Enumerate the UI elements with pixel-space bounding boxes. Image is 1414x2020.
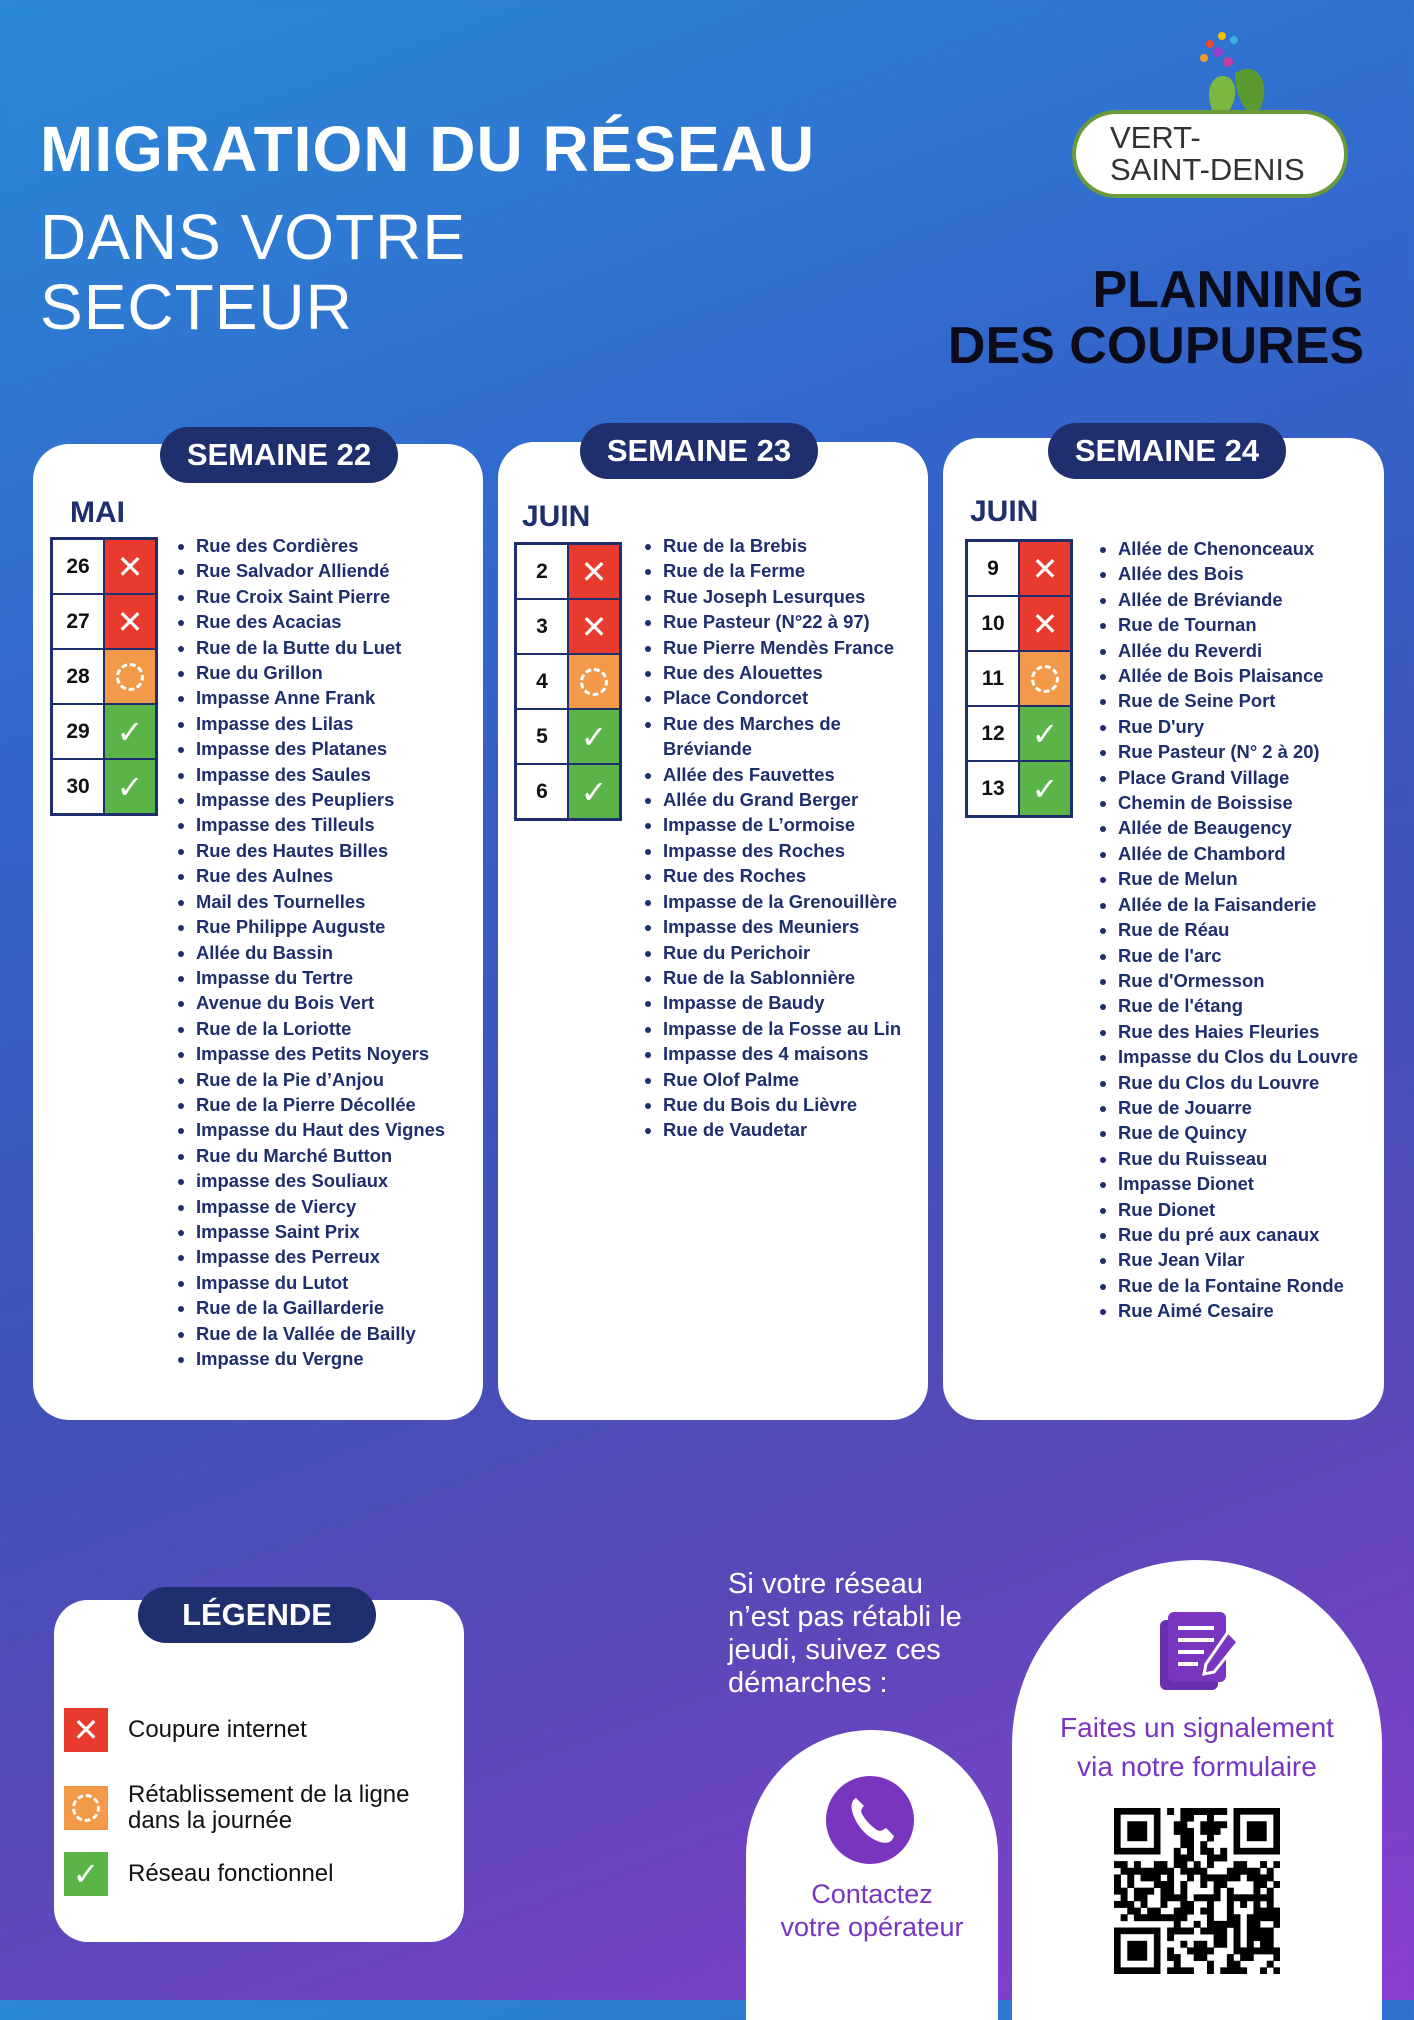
day-row <box>53 760 155 813</box>
street-item: • Rue de Seine Port <box>1118 688 1358 713</box>
legend-card <box>54 1600 464 1942</box>
day-row <box>968 762 1070 815</box>
street-item: • Rue de l'étang <box>1118 993 1358 1018</box>
help-intro-line-2: n’est pas rétabli le <box>728 1601 962 1633</box>
street-item: • impasse des Souliaux <box>196 1168 445 1193</box>
month-label: JUIN <box>970 495 1039 528</box>
street-item: • Rue des Cordières <box>196 533 445 558</box>
subtitle-line-1: DANS VOTRE <box>40 201 467 273</box>
street-item: • Impasse Saint Prix <box>196 1219 445 1244</box>
street-item: • Impasse du Clos du Louvre <box>1118 1044 1358 1069</box>
week-label: SEMAINE 24 <box>1048 423 1286 479</box>
day-table <box>50 537 158 816</box>
day-table <box>965 539 1073 818</box>
gear-icon <box>105 650 155 703</box>
check-icon: ✓ <box>569 710 619 763</box>
check-icon: ✓ <box>64 1852 108 1896</box>
cross-icon: ✕ <box>569 600 619 653</box>
street-item: • Rue de la Brebis <box>663 533 901 558</box>
street-item: • Impasse de la Fosse au Lin <box>663 1016 901 1041</box>
street-item: • Allée des Bois <box>1118 561 1358 586</box>
day-number: 11 <box>968 652 1020 705</box>
form-icon[interactable] <box>1154 1606 1244 1696</box>
street-item: • Avenue du Bois Vert <box>196 990 445 1015</box>
cross-icon: ✕ <box>105 595 155 648</box>
day-number: 12 <box>968 707 1020 760</box>
day-number: 13 <box>968 762 1020 815</box>
legend-restore-line-2: dans la journée <box>128 1807 293 1834</box>
street-item: • Impasse des 4 maisons <box>663 1041 901 1066</box>
day-number: 27 <box>53 595 105 648</box>
planning-line-1: PLANNING <box>1092 261 1364 319</box>
street-item: • Impasse du Vergne <box>196 1346 445 1371</box>
street-item: • Rue D'ury <box>1118 714 1358 739</box>
street-item: • Rue Pierre Mendès France <box>663 635 901 660</box>
day-row <box>517 710 619 765</box>
day-number: 5 <box>517 710 569 763</box>
day-number: 28 <box>53 650 105 703</box>
street-item: • Rue Salvador Alliendé <box>196 558 445 583</box>
street-item: • Rue du Bois du Lièvre <box>663 1092 901 1117</box>
street-item: • Rue de la Loriotte <box>196 1016 445 1041</box>
street-item: • Impasse du Haut des Vignes <box>196 1117 445 1142</box>
street-item: • Allée du Bassin <box>196 940 445 965</box>
report-label <box>1012 1708 1382 1786</box>
cross-icon: ✕ <box>569 545 619 598</box>
street-item: • Rue de la Gaillarderie <box>196 1295 445 1320</box>
street-item: • Rue Olof Palme <box>663 1067 901 1092</box>
street-item: • Rue de la Butte du Luet <box>196 635 445 660</box>
day-number: 9 <box>968 542 1020 595</box>
street-item: • Allée du Grand Berger <box>663 787 901 812</box>
street-item: • Rue Croix Saint Pierre <box>196 584 445 609</box>
street-item: • Rue Pasteur (N°22 à 97) <box>663 609 901 634</box>
day-number: 3 <box>517 600 569 653</box>
street-item: • Allée de Chenonceaux <box>1118 536 1358 561</box>
street-item: • Rue des Alouettes <box>663 660 901 685</box>
street-item: • Rue de la Ferme <box>663 558 901 583</box>
street-item: • Impasse du Tertre <box>196 965 445 990</box>
street-item: • Rue Pasteur (N° 2 à 20) <box>1118 739 1358 764</box>
street-item: • Rue du pré aux canaux <box>1118 1222 1358 1247</box>
logo-line-1: VERT- <box>1110 120 1201 155</box>
cross-icon: ✕ <box>64 1708 108 1752</box>
street-item: • Rue des Marches de Bréviande <box>663 711 901 762</box>
street-item: • Rue du Perichoir <box>663 940 901 965</box>
street-item: • Allée de Bois Plaisance <box>1118 663 1358 688</box>
street-item: • Rue de Melun <box>1118 866 1358 891</box>
legend-cut-label: Coupure internet <box>128 1716 307 1743</box>
street-item: • Rue des Haies Fleuries <box>1118 1019 1358 1044</box>
contact-label <box>746 1878 998 1944</box>
day-row <box>53 595 155 650</box>
help-intro-line-3: jeudi, suivez ces <box>728 1634 941 1666</box>
street-item: • Rue de Quincy <box>1118 1120 1358 1145</box>
report-line-1: Faites un signalement <box>1060 1712 1334 1743</box>
street-item: • Rue des Acacias <box>196 609 445 634</box>
day-number: 26 <box>53 540 105 593</box>
street-item: • Impasse de L’ormoise <box>663 812 901 837</box>
street-item: • Impasse des Tilleuls <box>196 812 445 837</box>
street-item: • Impasse Dionet <box>1118 1171 1358 1196</box>
street-item: • Impasse des Roches <box>663 838 901 863</box>
street-item: • Allée des Fauvettes <box>663 762 901 787</box>
street-item: • Rue des Hautes Billes <box>196 838 445 863</box>
day-number: 2 <box>517 545 569 598</box>
street-item: • Rue Aimé Cesaire <box>1118 1298 1358 1323</box>
street-item: • Rue de Jouarre <box>1118 1095 1358 1120</box>
contact-line-1: Contactez <box>811 1879 933 1909</box>
street-list <box>641 533 901 1143</box>
planning-line-2: DES COUPURES <box>947 317 1364 375</box>
street-item: • Rue Joseph Lesurques <box>663 584 901 609</box>
street-item: • Place Grand Village <box>1118 765 1358 790</box>
cross-icon: ✕ <box>105 540 155 593</box>
help-intro-line-4: démarches : <box>728 1667 888 1699</box>
day-table <box>514 542 622 821</box>
check-icon: ✓ <box>105 705 155 758</box>
check-icon: ✓ <box>1020 707 1070 760</box>
help-intro <box>728 1568 1028 1700</box>
street-item: • Impasse des Perreux <box>196 1244 445 1269</box>
day-number: 6 <box>517 765 569 818</box>
street-item: • Rue Jean Vilar <box>1118 1247 1358 1272</box>
street-item: • Impasse des Platanes <box>196 736 445 761</box>
street-list <box>174 533 445 1371</box>
week-label: SEMAINE 23 <box>580 423 818 479</box>
street-item: • Rue des Aulnes <box>196 863 445 888</box>
legend-row-cut <box>64 1708 307 1752</box>
street-item: • Mail des Tournelles <box>196 889 445 914</box>
contact-operator-card[interactable] <box>746 1730 998 2020</box>
street-item: • Impasse des Lilas <box>196 711 445 736</box>
logo-line-2: SAINT-DENIS <box>1110 152 1305 187</box>
planning-title <box>844 262 1364 374</box>
street-item: • Allée de la Faisanderie <box>1118 892 1358 917</box>
gear-icon <box>1020 652 1070 705</box>
legend-row-ok <box>64 1852 333 1896</box>
street-item: • Rue du Clos du Louvre <box>1118 1070 1358 1095</box>
street-item: • Rue de la Pierre Décollée <box>196 1092 445 1117</box>
cross-icon: ✕ <box>1020 542 1070 595</box>
street-item: • Rue d'Ormesson <box>1118 968 1358 993</box>
check-icon: ✓ <box>105 760 155 813</box>
day-number: 10 <box>968 597 1020 650</box>
street-item: • Rue du Ruisseau <box>1118 1146 1358 1171</box>
day-row <box>968 707 1070 762</box>
street-item: • Allée de Bréviande <box>1118 587 1358 612</box>
help-intro-line-1: Si votre réseau <box>728 1568 924 1600</box>
street-item: • Rue de la Vallée de Bailly <box>196 1321 445 1346</box>
page-title: MIGRATION DU RÉSEAU <box>40 113 816 185</box>
day-row <box>53 705 155 760</box>
check-icon: ✓ <box>569 765 619 818</box>
report-line-2: via notre formulaire <box>1077 1751 1317 1782</box>
gear-icon <box>569 655 619 708</box>
phone-icon[interactable] <box>826 1776 914 1864</box>
street-item: • Rue de la Sablonnière <box>663 965 901 990</box>
subtitle-line-2: SECTEUR <box>40 271 353 343</box>
legend-restore-line-1: Rétablissement de la ligne <box>128 1781 410 1808</box>
street-item: • Rue de la Pie d’Anjou <box>196 1067 445 1092</box>
legend-title: LÉGENDE <box>138 1587 376 1643</box>
day-number: 30 <box>53 760 105 813</box>
street-item: • Impasse du Lutot <box>196 1270 445 1295</box>
day-row <box>53 540 155 595</box>
month-label: MAI <box>70 496 125 529</box>
day-number: 29 <box>53 705 105 758</box>
street-item: • Rue de l'arc <box>1118 943 1358 968</box>
day-row <box>53 650 155 705</box>
street-item: • Rue Dionet <box>1118 1197 1358 1222</box>
street-item: • Allée de Chambord <box>1118 841 1358 866</box>
day-row <box>517 600 619 655</box>
street-item: • Rue du Grillon <box>196 660 445 685</box>
street-item: • Rue de Tournan <box>1118 612 1358 637</box>
street-item: • Impasse des Saules <box>196 762 445 787</box>
qr-code[interactable] <box>1114 1808 1280 1974</box>
month-label: JUIN <box>522 500 591 533</box>
legend-row-restore <box>64 1782 410 1834</box>
day-row <box>517 655 619 710</box>
street-item: • Place Condorcet <box>663 685 901 710</box>
street-item: • Impasse des Meuniers <box>663 914 901 939</box>
logo-badge <box>1072 110 1348 198</box>
street-item: • Allée du Reverdi <box>1118 638 1358 663</box>
week-label: SEMAINE 22 <box>160 427 398 483</box>
street-item: • Impasse des Petits Noyers <box>196 1041 445 1066</box>
legend-ok-label: Réseau fonctionnel <box>128 1860 334 1887</box>
report-form-card[interactable] <box>1012 1560 1382 2020</box>
street-list <box>1096 536 1358 1324</box>
gear-icon <box>64 1786 108 1830</box>
day-row <box>968 542 1070 597</box>
street-item: • Rue du Marché Button <box>196 1143 445 1168</box>
street-item: • Rue de la Fontaine Ronde <box>1118 1273 1358 1298</box>
day-row <box>517 545 619 600</box>
street-item: • Rue de Réau <box>1118 917 1358 942</box>
street-item: • Impasse de Viercy <box>196 1194 445 1219</box>
street-item: • Rue Philippe Auguste <box>196 914 445 939</box>
check-icon: ✓ <box>1020 762 1070 815</box>
street-item: • Rue des Roches <box>663 863 901 888</box>
street-item: • Impasse de Baudy <box>663 990 901 1015</box>
street-item: • Rue de Vaudetar <box>663 1117 901 1142</box>
street-item: • Impasse de la Grenouillère <box>663 889 901 914</box>
day-row <box>968 597 1070 652</box>
day-number: 4 <box>517 655 569 708</box>
contact-line-2: votre opérateur <box>780 1912 964 1942</box>
street-item: • Impasse Anne Frank <box>196 685 445 710</box>
day-row <box>517 765 619 818</box>
street-item: • Impasse des Peupliers <box>196 787 445 812</box>
street-item: • Chemin de Boissise <box>1118 790 1358 815</box>
cross-icon: ✕ <box>1020 597 1070 650</box>
day-row <box>968 652 1070 707</box>
street-item: • Allée de Beaugency <box>1118 815 1358 840</box>
page-subtitle <box>40 202 466 342</box>
